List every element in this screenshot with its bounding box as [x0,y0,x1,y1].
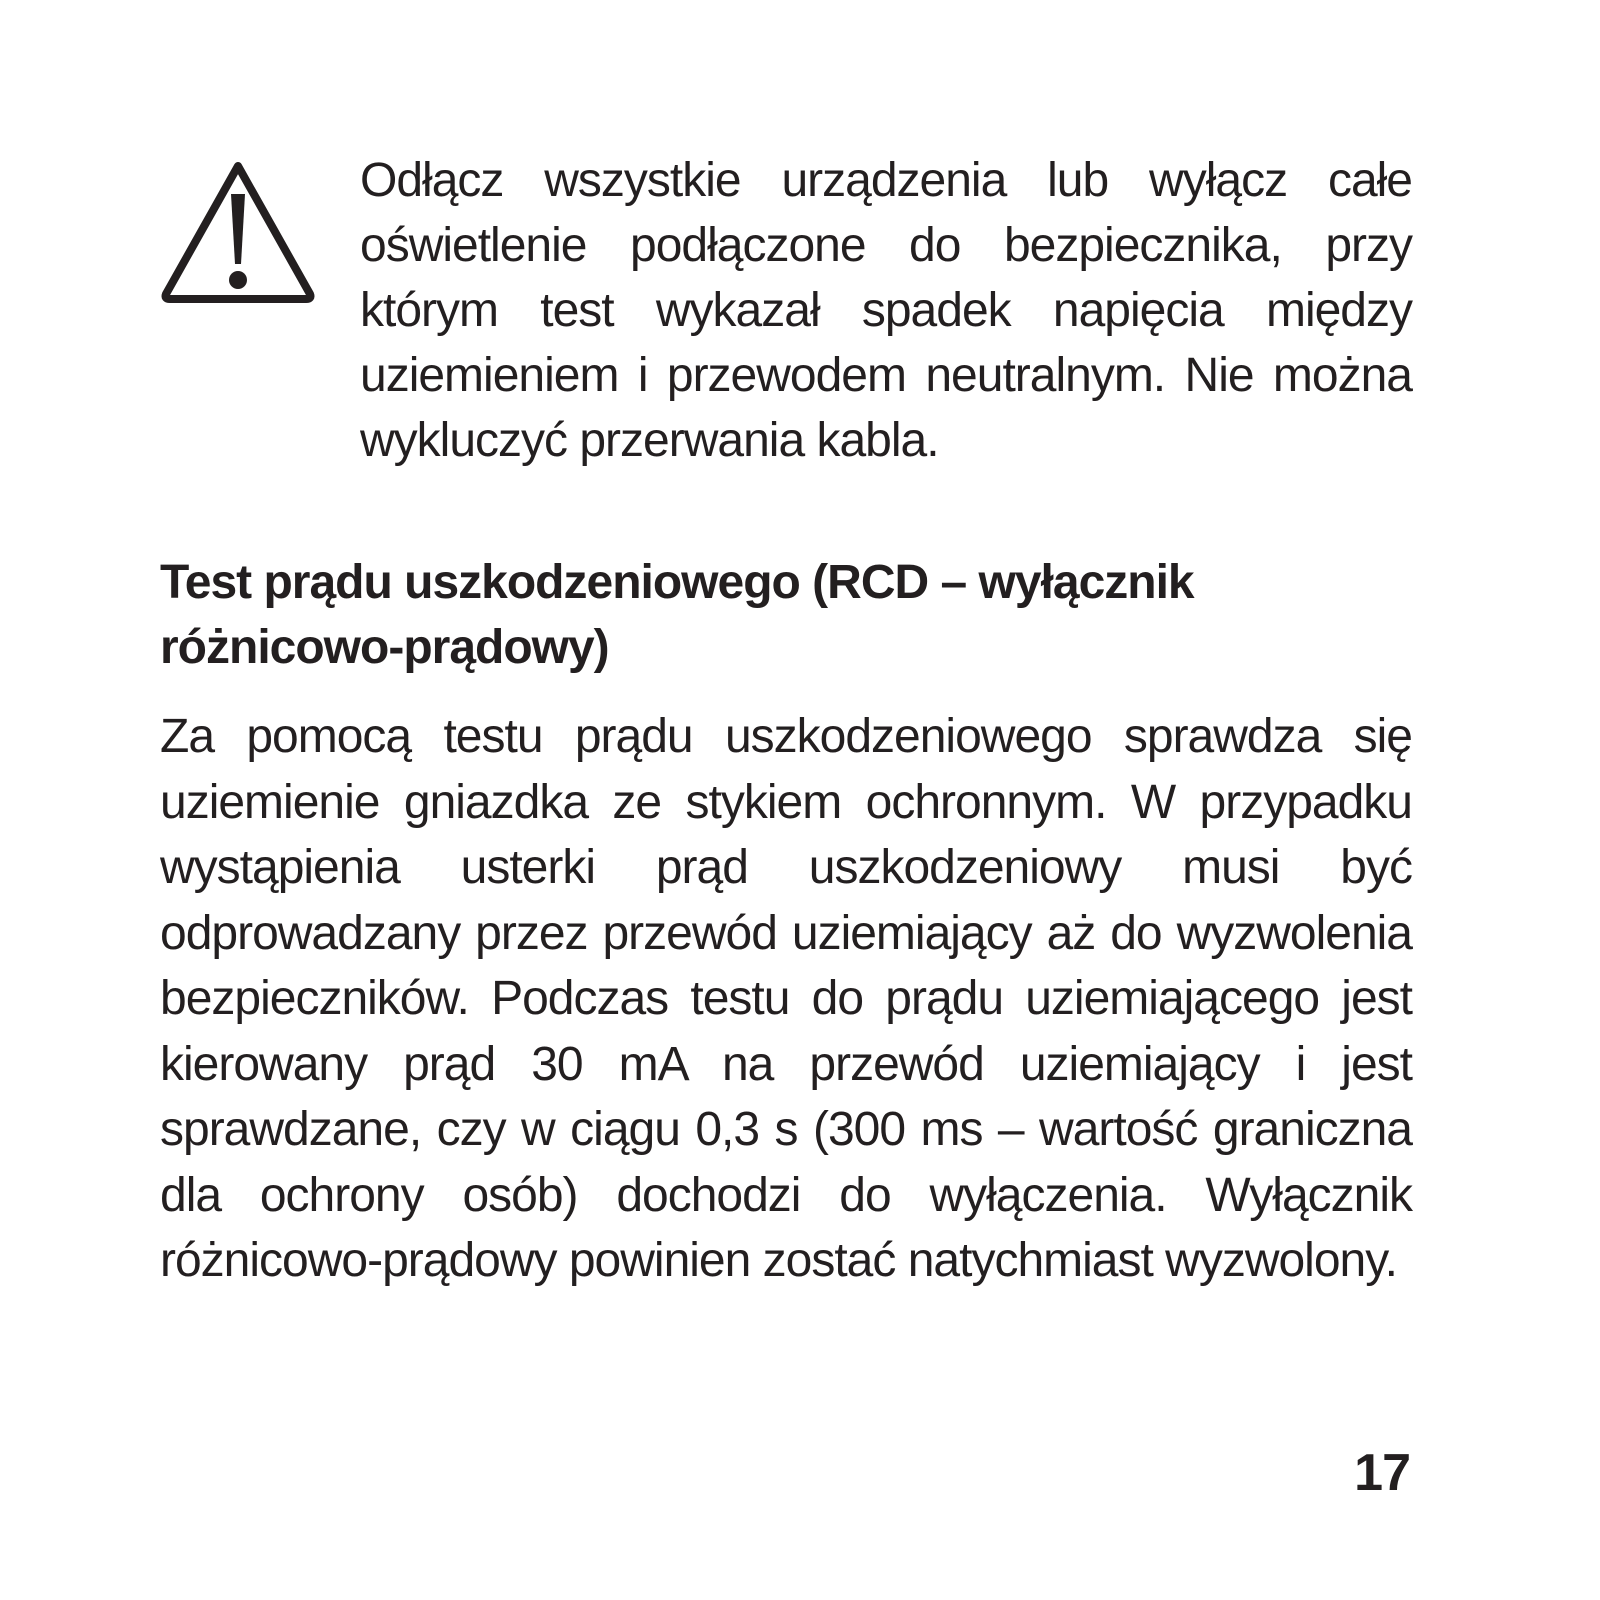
warning-block [160,148,1412,488]
warning-triangle-icon [160,158,316,306]
page-number: 17 [1354,1444,1410,1502]
body-paragraph: Za pomocą testu prądu uszkodzeniowego sprawdza się uziemienie gniazdka ze stykiem ochronnym. W przypadku wystąpienia usterki prąd uszkodzeniowy musi być odprowadzany przez przewód uziemiający aż do wyzwolenia bezpieczników. Podczas testu do prądu uziemiającego jest kierowany prąd 30 mA na przewód uziemiający i jest sprawdzane, czy w ciągu 0,3 s (300 ms – wartość graniczna dla ochrony osób) dochodzi do wyłączenia. Wyłącznik różnicowo-prądowy powinien zostać natychmiast wyzwolony. [160,710,1412,1287]
section-heading: Test prądu uszkodzeniowego (RCD – wyłącznik różnicowo-prądowy) [160,556,1194,674]
warning-text: Odłącz wszystkie urządzenia lub wyłącz całe oświetlenie podłączone do bezpiecznika, przy którym test wykazał spadek napięcia między uziemieniem i przewodem neutralnym. Nie można wykluczyć przerwania kabla. [360,154,1412,467]
